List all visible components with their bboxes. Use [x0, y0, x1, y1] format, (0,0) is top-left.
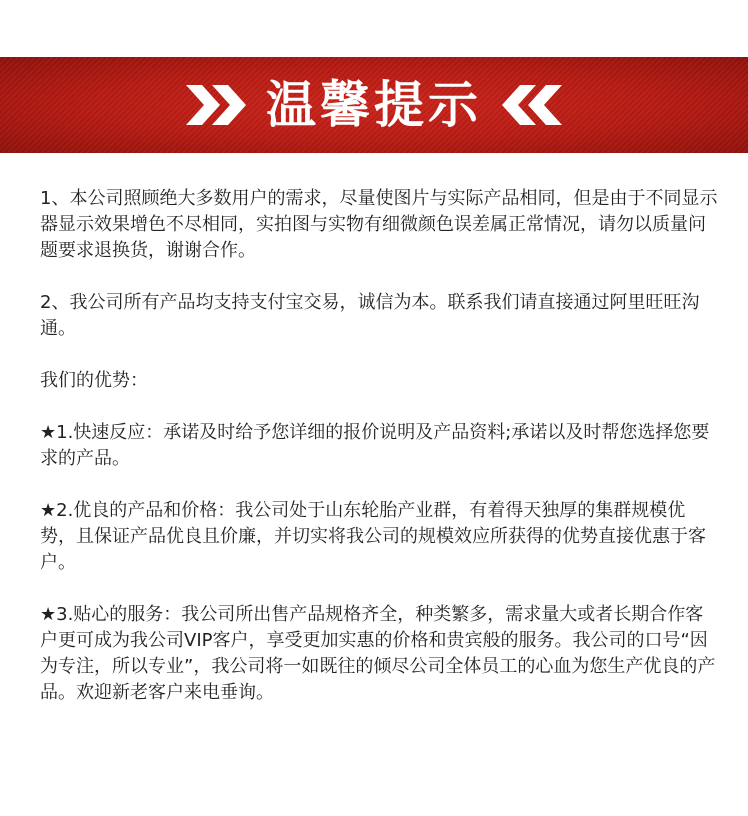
banner-title: 温馨提示: [266, 76, 482, 134]
notice-content: [40, 186, 720, 732]
advantage-item-fast-response: ★1.快速反应：承诺及时给予您详细的报价说明及产品资料;承诺以及时帮您选择您要求的产品。: [40, 422, 710, 469]
advantage-item-product-price: ★2.优良的产品和价格：我公司处于山东轮胎产业群，有着得天独厚的集群规模优势，且保证产品优良且价廉，并切实将我公司的规模效应所获得的优势直接优惠于客户。: [40, 500, 706, 573]
advantages-heading: 我们的优势：: [40, 370, 148, 391]
notice-item-payment: 2、我公司所有产品均支持支付宝交易，诚信为本。联系我们请直接通过阿里旺旺沟通。: [40, 292, 700, 339]
notice-item-color-difference: 1、本公司照顾绝大多数用户的需求，尽量使图片与实际产品相同，但是由于不同显示器显示效果增色不尽相同，实拍图与实物有细微颜色误差属正常情况，请勿以质量问题要求退换货，谢谢合作。: [40, 188, 718, 261]
double-chevron-right-icon: [186, 57, 248, 153]
double-chevron-left-icon: [500, 57, 562, 153]
advantage-item-service: ★3.贴心的服务：我公司所出售产品规格齐全，种类繁多，需求量大或者长期合作客户更可成为我公司VIP客户，享受更加实惠的价格和贵宾般的服务。我公司的口号“因为专注，所以专业”，我公司将一如既往的倾尽公司全体员工的心血为您生产优良的产品。欢迎新老客户来电垂询。: [40, 604, 716, 703]
header-banner: [0, 57, 748, 153]
